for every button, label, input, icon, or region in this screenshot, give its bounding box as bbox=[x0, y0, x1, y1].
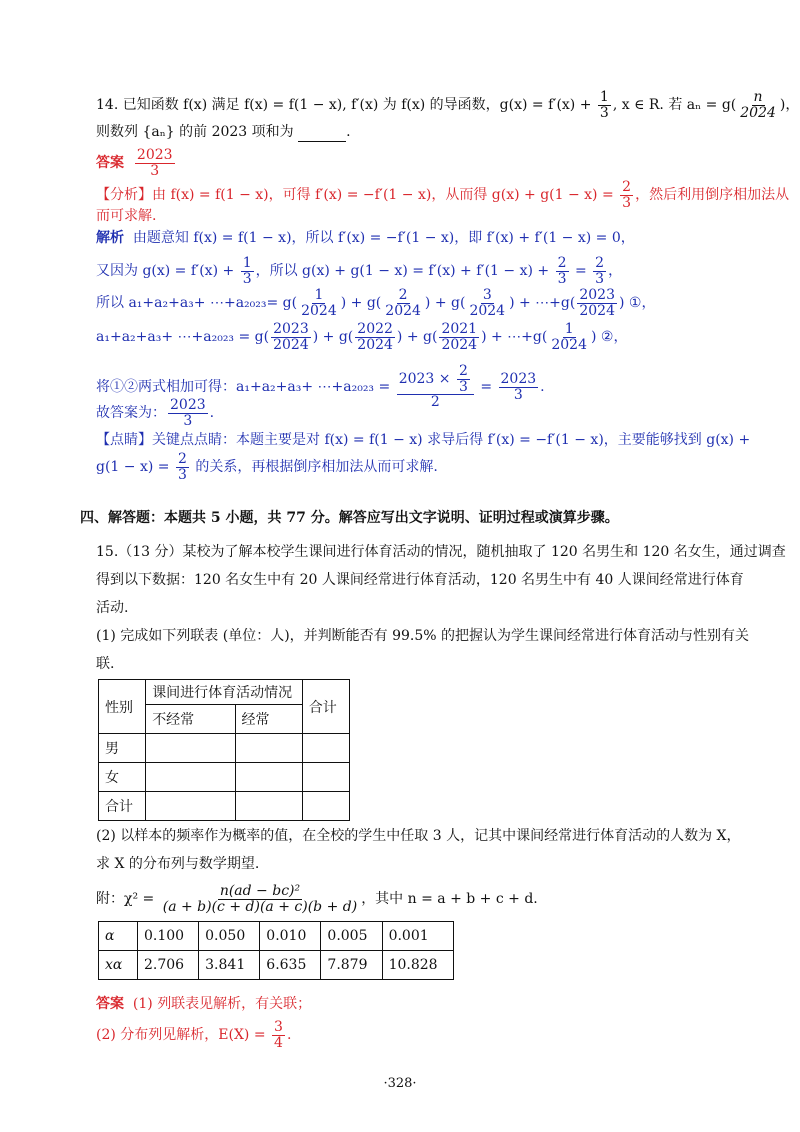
table-cell: 0.100 bbox=[138, 922, 199, 951]
fraction: $\frac{2021}{2024}$ bbox=[441, 321, 478, 353]
table-cell: 0.005 bbox=[321, 922, 382, 951]
q15-line1: 15.（13 分）某校为了解本校学生课间进行体育活动的情况，随机抽取了 120 名男生和 120 名女生，通过调查 bbox=[96, 544, 786, 560]
table-cell: 0.010 bbox=[260, 922, 321, 951]
table-row bbox=[99, 792, 350, 821]
fraction: $\frac{2023}{3}$ bbox=[500, 370, 537, 403]
q14-solution-4: a₁+a₂+a₃+ ⋯+a₂₀₂₃ = g( $\frac{2023}{2024}$ ) + g( $\frac{2022}{2024}$ ) + g( $\frac{2021}{2024}$ ) + ⋯+g( $\frac{1}{2024}$ ) ②， bbox=[96, 321, 628, 353]
q14-solution-2: 又因为 g(x) = f′(x) + $\frac{1}{3}$ ，所以 g(x) + g(1 − x) = f′(x) + f′(1 − x) + $\frac{2}{3}$ = $\frac{2}{3}$ ， bbox=[96, 255, 623, 287]
fraction: 2023 × $\frac{2}{3}$ 2 bbox=[397, 364, 474, 410]
section-title: 四、解答题：本题共 5 小题，共 77 分。解答应写出文字说明、证明过程或演算步骤。 bbox=[80, 510, 619, 526]
critical-value-table bbox=[98, 921, 454, 980]
table-header-group: 课间进行体育活动情况 bbox=[146, 680, 303, 705]
q15-part1-cont: 联. bbox=[96, 656, 115, 672]
q14-solution-3: 所以 a₁+a₂+a₃+ ⋯+a₂₀₂₃= g( $\frac{1}{2024}$ ) + g( $\frac{2}{2024}$ ) + g( $\frac{3}{2024}$ ) + ⋯+g( $\frac{2023}{2024}$ ) ①， bbox=[96, 287, 656, 319]
q15-answer-2: (2) 分布列见解析，E(X) = $\frac{3}{4}$ . bbox=[96, 1019, 292, 1051]
table-cell: 3.841 bbox=[199, 951, 260, 980]
table-row bbox=[99, 951, 454, 980]
fraction: $\frac{1}{3}$ bbox=[242, 255, 252, 287]
fraction: $\frac{2023}{3}$ bbox=[170, 397, 206, 429]
fraction: $\frac{2}{3}$ bbox=[177, 451, 187, 483]
page-number: ·328· bbox=[383, 1076, 417, 1091]
table-row bbox=[99, 763, 350, 792]
row-label: 合计 bbox=[99, 792, 146, 821]
q14-solution-5: 将①②两式相加可得：a₁+a₂+a₃+ ⋯+a₂₀₂₃ = 2023 × $\frac{2}{3}$ 2 = $\frac{2023}{3}$ . bbox=[96, 363, 545, 411]
table-cell: 7.879 bbox=[321, 951, 382, 980]
q14-tip-1: 【点睛】关键点点睛：本题主要是对 f(x) = f(1 − x) 求导后得 f′(x) = −f′(1 − x)，主要能够找到 g(x) + bbox=[96, 432, 751, 448]
table-header-often: 经常 bbox=[235, 705, 302, 734]
table-row bbox=[99, 734, 350, 763]
fraction: $\frac{2023}{2024}$ bbox=[273, 321, 309, 353]
fraction: $\frac{n}{2024}$ bbox=[740, 89, 776, 121]
chi-square-formula: $\frac{\text{n(ad − bc)²}}{(a + b)(c + d)(a + c)(b + d)}$ bbox=[162, 883, 358, 915]
row-label: 男 bbox=[99, 734, 146, 763]
row-label: 女 bbox=[99, 763, 146, 792]
q14-analysis: 【分析】由 f(x) = f(1 − x)，可得 f′(x) = −f′(1 − x)，从而得 g(x) + g(1 − x) = $\frac{2}{3}$ ，然后利用倒序相加法从 bbox=[96, 179, 790, 211]
answer-blank bbox=[298, 127, 346, 142]
table-header-total: 合计 bbox=[302, 680, 349, 734]
fraction: $\frac{2}{3}$ bbox=[622, 179, 632, 211]
table-cell: 10.828 bbox=[382, 951, 453, 980]
table-cell: 6.635 bbox=[260, 951, 321, 980]
table-header-not-often: 不经常 bbox=[146, 705, 235, 734]
fraction: $\frac{3}{4}$ bbox=[274, 1019, 283, 1051]
table-row bbox=[99, 922, 454, 951]
q15-part2: (2) 以样本的频率作为概率的值，在全校的学生中任取 3 人，记其中课间经常进行体育活动的人数为 X， bbox=[96, 828, 741, 844]
q14-solution-1: 解析 由题意知 f(x) = f(1 − x)，所以 f′(x) = −f′(1 − x)，即 f′(x) + f′(1 − x) = 0， bbox=[96, 230, 635, 246]
fraction: $\frac{2022}{2024}$ bbox=[357, 321, 393, 353]
fraction: $\frac{1}{2024}$ bbox=[301, 287, 337, 319]
table-cell: 0.050 bbox=[199, 922, 260, 951]
q15-line3: 活动. bbox=[96, 600, 129, 616]
fraction: $\frac{1}{2024}$ bbox=[551, 321, 587, 353]
q14-answer: 答案 $\frac{2023}{3}$ bbox=[96, 147, 173, 179]
fraction: $\frac{2}{3}$ bbox=[595, 255, 605, 287]
q14-tip-2: g(1 − x) = $\frac{2}{3}$ 的关系，再根据倒序相加法从而可求解. bbox=[96, 451, 438, 483]
fraction: $\frac{3}{2024}$ bbox=[469, 287, 506, 319]
fraction: $\frac{1}{3}$ bbox=[599, 89, 609, 121]
q14-line2: 则数列 {aₙ} 的前 2023 项和为 . bbox=[96, 124, 351, 140]
row-label: xα bbox=[99, 951, 138, 980]
table-cell: 0.001 bbox=[382, 922, 453, 951]
q15-answer-1: 答案 (1) 列联表见解析，有关联； bbox=[96, 996, 312, 1012]
fraction: $\frac{2}{2024}$ bbox=[385, 287, 421, 319]
table-header-gender: 性别 bbox=[99, 680, 146, 734]
contingency-table bbox=[98, 679, 350, 821]
fraction: $\frac{2023}{3}$ bbox=[136, 147, 173, 179]
q14-analysis-cont: 而可求解. bbox=[96, 208, 157, 224]
q15-part1: (1) 完成如下列联表 (单位：人)，并判断能否有 99.5% 的把握认为学生课间经常进行体育活动与性别有关 bbox=[96, 628, 750, 644]
q15-line2: 得到以下数据：120 名女生中有 20 人课间经常进行体育活动，120 名男生中有 40 人课间经常进行体育 bbox=[96, 572, 744, 588]
table-cell: 2.706 bbox=[138, 951, 199, 980]
row-label: α bbox=[99, 922, 138, 951]
q15-part2-cont: 求 X 的分布列与数学期望. bbox=[96, 856, 260, 872]
q15-appendix: 附：χ² = $\frac{\text{n(ad − bc)²}}{(a + b)(c + d)(a + c)(b + d)}$ ，其中 n = a + b + c + d. bbox=[96, 883, 538, 915]
fraction: $\frac{2023}{2024}$ bbox=[579, 287, 615, 319]
q14-solution-6: 故答案为： $\frac{2023}{3}$ . bbox=[96, 397, 215, 429]
fraction: $\frac{2}{3}$ bbox=[557, 255, 567, 287]
q14-line1: 14. 已知函数 f(x) 满足 f(x) = f(1 − x), f′(x) 为 f(x) 的导函数，g(x) = f′(x) + $\frac{1}{3}$ , x ∈ R. 若 aₙ = g( $\frac{n}{2024}$ )， bbox=[96, 89, 800, 121]
